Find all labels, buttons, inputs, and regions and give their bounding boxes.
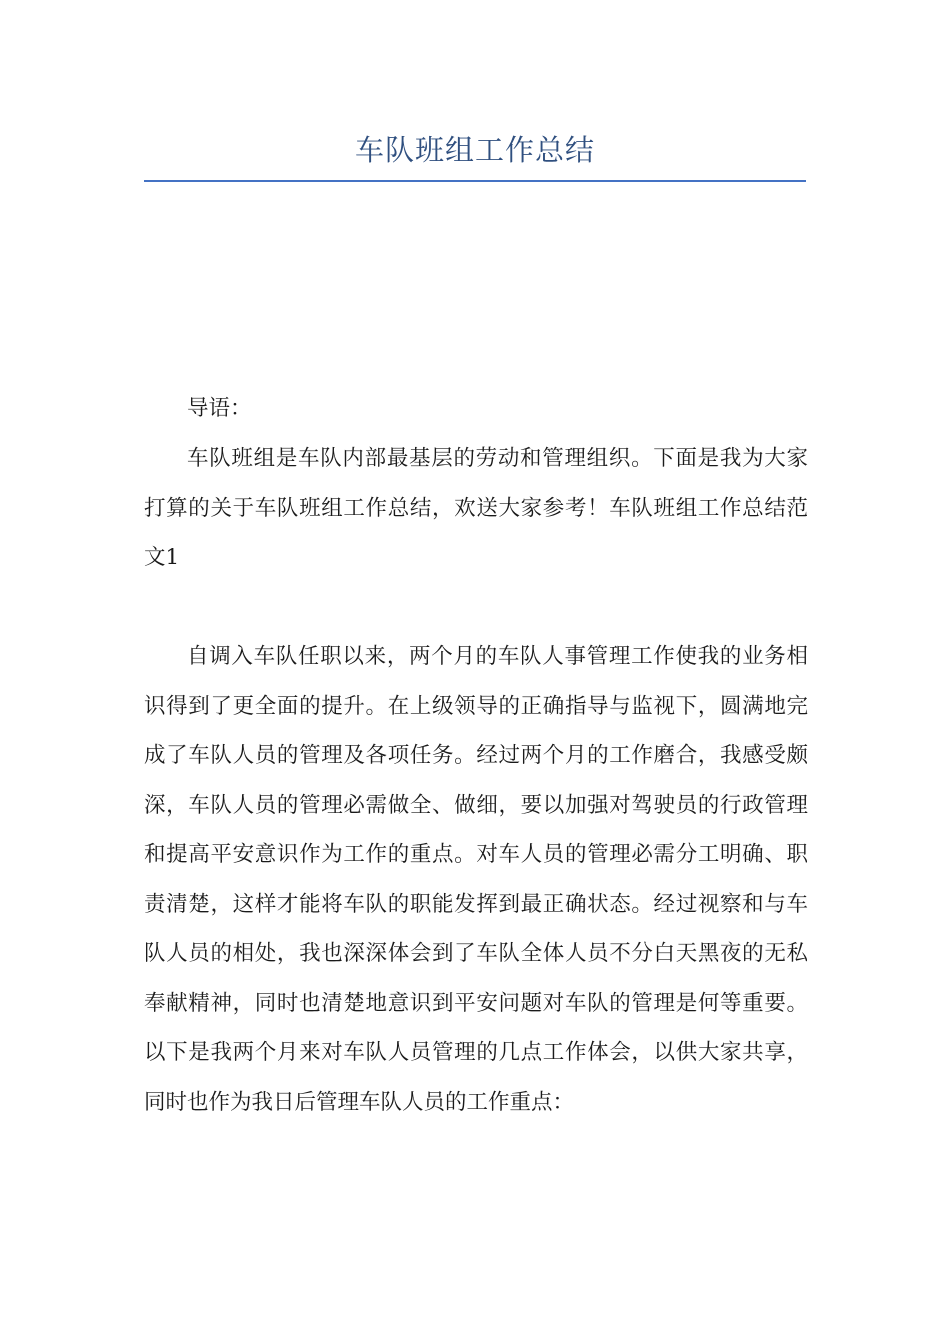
- intro-label: 导语：: [187, 396, 252, 421]
- main-paragraph: 自调入车队任职以来，两个月的车队人事管理工作使我的业务相识得到了更全面的提升。在上级领导的正确指导与监视下，圆满地完成了车队人员的管理及各项任务。经过两个月的工作磨合，我感受颇深，车队人员的管理必需做全、做细，要以加强对驾驶员的行政管理和提高平安意识作为工作的重点。对车人员的管理必需分工明确、职责清楚，这样才能将车队的职能发挥到最正确状态。经过视察和与车队人员的相处，我也深深体会到了车队全体人员不分白天黑夜的无私奉献精神，同时也清楚地意识到平安问题对车队的管理是何等重要。以下是我两个月来对车队人员管理的几点工作体会，以供大家共享，同时也作为我日后管理车队人员的工作重点：: [144, 644, 808, 1115]
- title-underline: [144, 180, 806, 182]
- main-paragraph-block: [144, 632, 808, 1127]
- intro-paragraph: 车队班组是车队内部最基层的劳动和管理组织。下面是我为大家打算的关于车队班组工作总结，欢送大家参考！车队班组工作总结范文1: [144, 446, 808, 570]
- document-title: 车队班组工作总结: [354, 133, 595, 167]
- intro-paragraph-block: [144, 434, 808, 583]
- intro-label-block: [144, 384, 808, 434]
